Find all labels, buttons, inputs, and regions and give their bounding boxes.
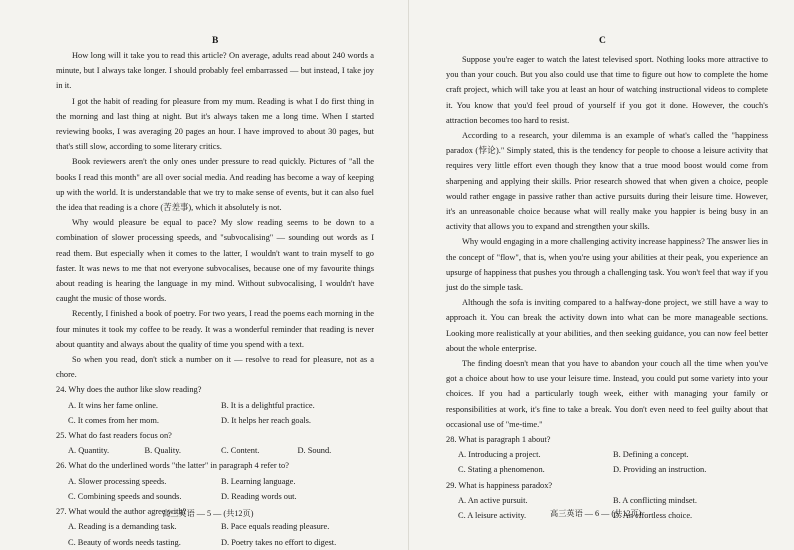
passage-c-paragraph-2: According to a research, your dilemma is an example of what's called the "happiness paradox (悖论)." Simply stated, this is the tendency for people to choose a leisure activity that requires very little effort even though they know that a true mood boost would come from sharpening and applying their skills. Prior research showed that when given a choice, people would rather engage in passive rather than active pursuits during their leisure time. However, it's an unreasonable choice because what will really make you happier is being busy in an activity that allows you to expand and strengthen your skills. (446, 131, 768, 232)
passage-b-paragraph-1: How long will it take you to read this article? On average, adults read about 240 words a minute, but I always take longer. I should probably feel embarrassed — but instead, I take joy in it. (56, 51, 374, 91)
question-stem: 28. What is paragraph 1 about? (446, 435, 551, 445)
option-b[interactable]: B. Defining a concept. (613, 450, 689, 460)
option-c[interactable]: C. Beauty of words needs tasting. (68, 537, 181, 547)
option-b[interactable]: B. Quality. (144, 446, 181, 456)
passage-b-paragraph-3: Book reviewers aren't the only ones under pressure to read quickly. Pictures of "all the books I read this month" are all over social media. And reading has become a way of keeping up with the world. It is understandable that we try to make sense of events, but it can also fuel the idea that reading is a chore (苦差事), which it absolutely is not. (56, 157, 374, 213)
passage-b-paragraph-5: Recently, I finished a book of poetry. For two years, I read the poems each morning in the four minutes it took my coffee to be ready. It was a wonderful reminder that reading is never about quantity and always about the quality of time you spend with a text. (56, 309, 374, 349)
option-a[interactable]: A. An active pursuit. (458, 495, 528, 505)
answer-options (68, 474, 374, 504)
page-footer-right: 高三英语 — 6 — (共12页) (550, 509, 642, 518)
option-d[interactable]: D. Providing an instruction. (613, 465, 707, 475)
option-a[interactable]: A. Introducing a project. (458, 450, 541, 460)
option-b[interactable]: B. Pace equals reading pleasure. (221, 522, 330, 532)
section-b-label: B (212, 36, 219, 46)
option-b[interactable]: B. A conflicting mindset. (613, 495, 697, 505)
answer-options (68, 443, 374, 458)
option-a[interactable]: A. It wins her fame online. (68, 400, 159, 410)
option-d[interactable]: D. Sound. (297, 446, 332, 456)
question-stem: 24. Why does the author like slow reading? (56, 385, 202, 395)
right-column (446, 52, 768, 523)
passage-b-paragraph-2: I got the habit of reading for pleasure from my mum. Reading is what I do first thing in the morning and last thing at night. But it's always taken me a long time. When I started reviewing books, I was averaging 20 pages an hour. I have improved to about 30 pages, but that's still slow, according to some literary critics. (56, 96, 374, 152)
option-c[interactable]: C. Combining speeds and sounds. (68, 491, 182, 501)
option-d[interactable]: D. Poetry takes no effort to digest. (221, 537, 337, 547)
option-c[interactable]: C. A leisure activity. (458, 511, 527, 521)
passage-c-paragraph-4: Although the sofa is inviting compared to a halfway-done project, we still have a way to approach it. You can break the activity down into what can be more manageable sections. Looking more realistically at your abilities, and then seeking guidance, you can now feel better about the whole enterprise. (446, 298, 768, 353)
option-d[interactable]: D. Reading words out. (221, 491, 297, 501)
passage-b-paragraph-6: So when you read, don't stick a number on it — resolve to read for pleasure, not as a chore. (56, 355, 374, 380)
question-28 (446, 432, 768, 478)
option-c[interactable]: C. Stating a phenomenon. (458, 465, 545, 475)
question-24 (56, 382, 374, 428)
option-c[interactable]: C. Content. (221, 446, 260, 456)
option-b[interactable]: B. Learning language. (221, 476, 296, 486)
answer-options (68, 519, 374, 549)
passage-c-paragraph-1: Suppose you're eager to watch the latest televised sport. Nothing looks more attractive to you than your couch. But you also could use that time to figure out how to complete the home craft project, which will take you at least an hour of watching instructional videos to complete it. You know that you'd feel proud of yourself if you got it done. However, the couch's attraction becomes too hard to resist. (446, 55, 768, 125)
question-26 (56, 458, 374, 504)
page-footer-left: 高三英语 — 5 — (共12页) (162, 509, 254, 518)
option-a[interactable]: A. Slower processing speeds. (68, 476, 167, 486)
question-stem: 29. What is happiness paradox? (446, 480, 553, 490)
page-fold-divider (408, 0, 409, 550)
option-a[interactable]: A. Quantity. (68, 446, 110, 456)
passage-b-paragraph-4: Why would pleasure be equal to pace? My slow reading seems to be down to a combination of slower processing speeds, and "subvocalising" — sounding out words as I read them. But especially when it comes to the latter, I wouldn't want to train myself to go faster. It was news to me that not everyone subvocalises, because one of my favourite things about reading is hearing the language in my mind. Without subvocalising, I wouldn't have caught the music of those words. (56, 218, 374, 304)
option-d[interactable]: D. It helps her reach goals. (221, 415, 311, 425)
passage-c-paragraph-3: Why would engaging in a more challenging activity increase happiness? The answer lies in the concept of "flow", that is, when you're using your abilities at their peak, you experience an upsurge of happiness that pushes you through a challenging task. You won't feel that way if you just do the simple task. (446, 237, 768, 293)
answer-options (458, 447, 768, 477)
question-25 (56, 428, 374, 458)
option-b[interactable]: B. It is a delightful practice. (221, 400, 315, 410)
question-stem: 27. What would the author agree with? (56, 507, 187, 517)
left-column (56, 48, 374, 550)
question-stem: 26. What do the underlined words "the latter" in paragraph 4 refer to? (56, 461, 289, 471)
section-c-label: C (599, 36, 606, 46)
passage-c-paragraph-5: The finding doesn't mean that you have to abandon your couch all the time when you've got a choice about how to use your leisure time. Instead, you could put some variety into your choices. If you had a particularly tough week, either with managing your family or responsibilities at work, it's fine to take a break. You don't even need to feel guilty about that occasional use of "me-time." (446, 359, 768, 429)
answer-options (68, 398, 374, 428)
option-c[interactable]: C. It comes from her mom. (68, 415, 159, 425)
option-d[interactable]: D. An effortless choice. (613, 511, 693, 521)
question-stem: 25. What do fast readers focus on? (56, 431, 172, 441)
option-a[interactable]: A. Reading is a demanding task. (68, 522, 177, 532)
